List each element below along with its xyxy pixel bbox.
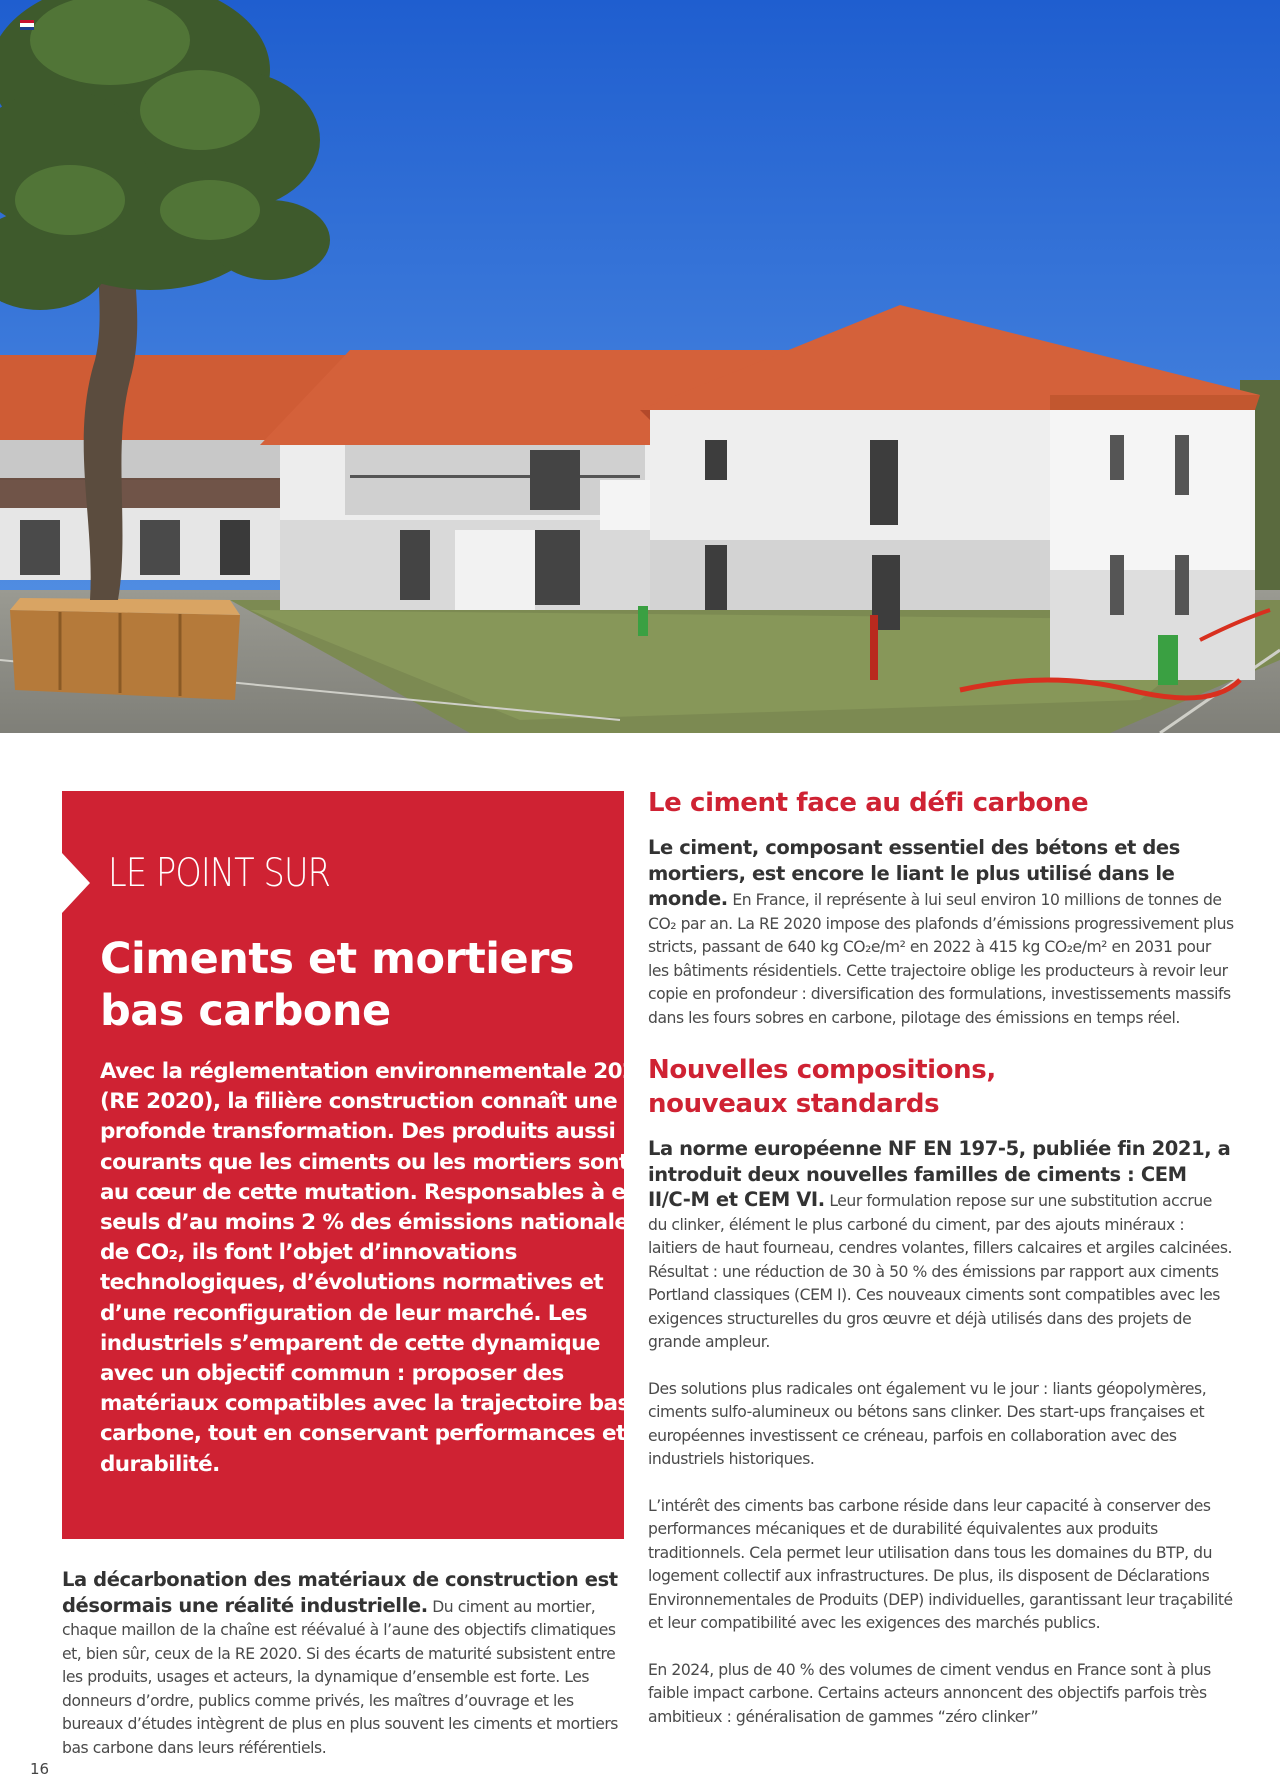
section1-paragraph bbox=[648, 836, 1234, 1030]
right-article bbox=[648, 786, 1234, 1729]
section2-heading: Nouvelles compositions, nouveaux standards bbox=[648, 1055, 996, 1119]
hero-photo bbox=[0, 0, 1280, 733]
arrow-notch-icon bbox=[62, 853, 90, 913]
left-lead-bold: La décarbonation des matériaux de construction est désormais une réalité industrielle. bbox=[62, 1568, 618, 1617]
page-number: 16 bbox=[30, 1760, 50, 1778]
page-title: Ciments et mortiers bas carbone bbox=[100, 934, 574, 1036]
section1-body: En France, il représente à lui seul environ 10 millions de tonnes de CO₂ par an. La RE 2020 impose des plafonds d’émissions progressivement plus stricts, passant de 640 kg CO₂e/m² en 2022 à 415 kg CO₂e/m² en 2031 pour les bâtiments résidentiels. Cette trajectoire oblige les producteurs à revoir leur copie en profondeur : diversification des formulations, investissements massifs dans les fours sobres en carbone, pilotage des émissions en temps réel. bbox=[648, 891, 1234, 1027]
section2-paragraph-4: En 2024, plus de 40 % des volumes de ciment vendus en France sont à plus faible impact carbone. Certains acteurs annoncent des objectifs parfois très ambitieux : généralisation de gammes “zéro clinker” bbox=[648, 1660, 1211, 1726]
section2-lead-bold: La norme européenne NF EN 197-5, publiée fin 2021, a introduit deux nouvelles familles de ciments : CEM II/C-M et CEM VI. bbox=[648, 1137, 1231, 1211]
section1-heading: Le ciment face au défi carbone bbox=[648, 788, 1089, 818]
section1-lead-bold: Le ciment, composant essentiel des bétons et des mortiers, est encore le liant le plus utilisé dans le monde. bbox=[648, 836, 1180, 910]
section2-paragraph-3: L’intérêt des ciments bas carbone réside dans leur capacité à conserver des performances mécaniques et de durabilité équivalentes aux produits traditionnels. Cela permet leur utilisation dans tous les domaines du BTP, du logement collectif aux infrastructures. De plus, ils disposent de Déclarations Environnementales de Produits (DEP) individuelles, garantissant leur traçabilité et leur compatibilité avec les exigences des marchés publics. bbox=[648, 1496, 1233, 1632]
left-article bbox=[62, 1568, 634, 1760]
section2-body: Leur formulation repose sur une substitution accrue du clinker, élément le plus carboné du ciment, par des ajouts minéraux : laitiers de haut fourneau, cendres volantes, fillers calcaires et argiles calcinées. Résultat : une réduction de 30 à 50 % des émissions par rapport aux ciments Portland classiques (CEM I). Ces nouveaux ciments sont compatibles avec les exigences structurelles du gros œuvre et déjà utilisés dans des projets de grande ampleur. bbox=[648, 1192, 1233, 1351]
section2-paragraph-2: Des solutions plus radicales ont également vu le jour : liants géopolymères, ciments sulfo-alumineux ou bétons sans clinker. Des start-ups françaises et européennes investissent ce créneau, parfois en collaboration avec des industriels historiques. bbox=[648, 1379, 1207, 1468]
flag-icon bbox=[20, 20, 34, 30]
kicker: LE POINT SUR bbox=[108, 851, 331, 896]
le-point-sur-box bbox=[62, 791, 654, 1539]
apartment-building-photo bbox=[0, 0, 1280, 733]
left-body: Du ciment au mortier, chaque maillon de la chaîne est réévalué à l’aune des objectifs climatiques et, bien sûr, ceux de la RE 2020. Si des écarts de maturité subsistent entre les produits, usages et acteurs, la dynamique d’ensemble est forte. Les donneurs d’ordre, publics comme privés, les maîtres d’ouvrage et les bureaux d’études intègrent de plus en plus souvent les ciments et mortiers bas carbone dans leurs référentiels. bbox=[62, 1597, 618, 1757]
intro-lead: Avec la réglementation environnementale 2020 (RE 2020), la filière construction connaît une profonde transformation. Des produits aussi courants que les ciments ou les mortiers sont au cœur de cette mutation. Responsables à eux seuls d’au moins 2 % des émissions nationales de CO₂, ils font l’objet d’innovations technologiques, d’évolutions normatives et d’une reconfiguration de leur marché. Les industriels s’emparent de cette dynamique avec un objectif commun : proposer des matériaux compatibles avec la trajectoire bas carbone, tout en conservant performances et durabilité. bbox=[100, 1059, 654, 1477]
section2-paragraph bbox=[648, 1137, 1234, 1355]
